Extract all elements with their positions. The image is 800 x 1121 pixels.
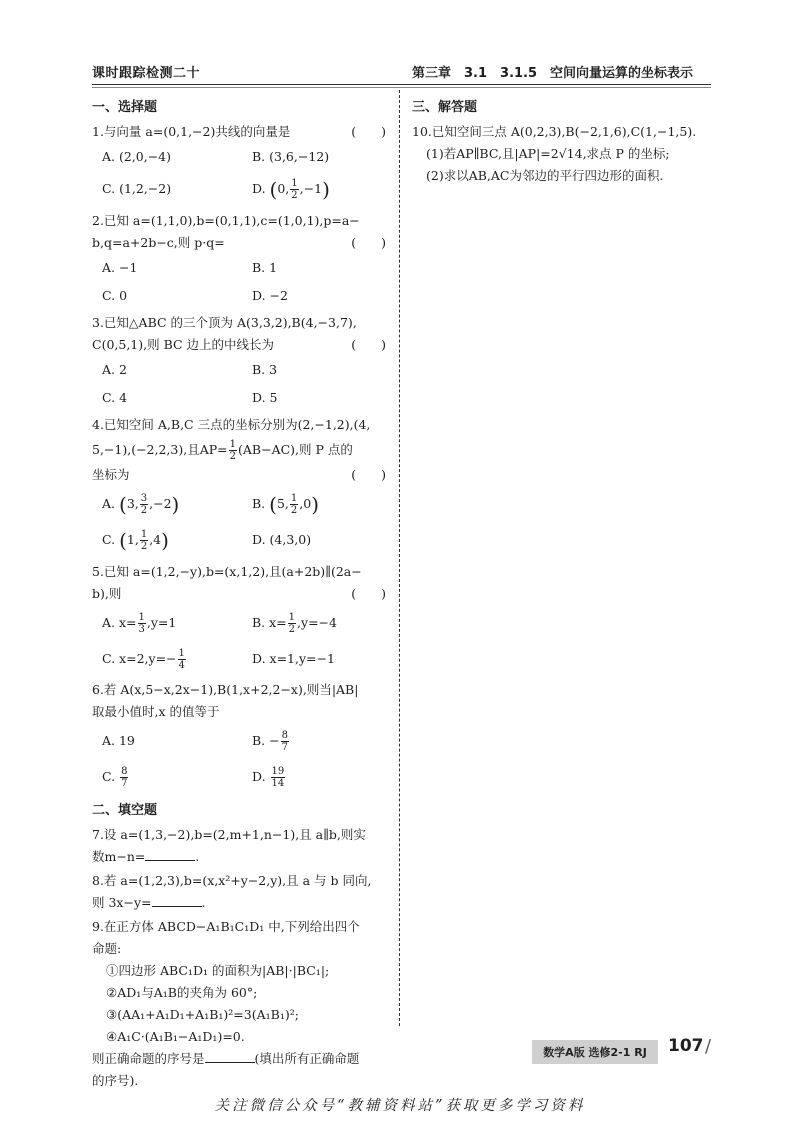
q1-option-c: C. (1,2,−2) [102, 181, 172, 196]
question-2 [92, 210, 392, 310]
question-6 [92, 679, 392, 795]
question-5 [92, 561, 392, 677]
q1-option-a: A. (2,0,−4) [102, 149, 172, 164]
q6-option-d: D. $\frac{19}{14}$ [252, 765, 285, 789]
q6-option-b: B. − $\frac{8}{7}$ [252, 729, 288, 753]
question-7 [92, 824, 392, 868]
question-8 [92, 870, 392, 914]
section-choice-title: 一、选择题 [92, 100, 158, 115]
q4-option-a: A. (3, $\frac{3}{2}$ ,−2) [102, 492, 180, 516]
q5-option-a: A. x= $\frac{1}{3}$ ,y=1 [102, 611, 177, 635]
column-divider [399, 90, 400, 1026]
q7-line-2: 数m−n= . [92, 846, 392, 868]
q9-line-8: 的序号). [92, 1072, 139, 1088]
header-rule-thin [92, 87, 711, 88]
q4-option-b: B. (5, $\frac{1}{2}$ ,0) [252, 492, 320, 516]
q5-option-d: D. x=1,y=−1 [252, 650, 335, 666]
q5-answer-paren: ( ) [351, 585, 386, 601]
q3-option-d: D. 5 [252, 389, 278, 405]
q9-statement-2: ②AD₁与A₁B的夹角为 60°; [106, 984, 258, 1000]
q2-line-1: 2.已知 a=(1,1,0),b=(0,1,1),c=(1,0,1),p=a− [92, 212, 360, 228]
q1-option-b: B. (3,6,−12) [252, 149, 330, 164]
bottom-promo-note: 关注微信公众号“教辅资料站”获取更多学习资料 [214, 1098, 586, 1114]
q9-line-1: 9.在正方体 ABCD−A₁B₁C₁D₁ 中,下列给出四个 [92, 918, 360, 934]
q4-line-3: 坐标为 [92, 466, 130, 482]
q9-statement-1: ①四边形 ABC₁D₁ 的面积为|AB|·|BC₁|; [106, 962, 330, 978]
header-right-title: 第三章 3.1 3.1.5 空间向量运算的坐标表示 [412, 66, 694, 81]
left-column [92, 96, 392, 1094]
question-4 [92, 414, 392, 559]
q8-line-2: 则 3x−y= . [92, 892, 392, 914]
section-answer-title: 三、解答题 [412, 100, 478, 115]
q4-line-2: 5,−1),(−2,2,3),且AP= $\frac{1}{2}$ (AB−AC),则 P 点的 [92, 438, 353, 462]
q4-line-1: 4.已知空间 A,B,C 三点的坐标分别为(2,−1,2),(4, [92, 416, 371, 432]
q9-line-2: 命题: [92, 940, 122, 956]
question-10 [412, 121, 712, 187]
q1-option-d: D. (0, $\frac{1}{2}$ ,−1) [252, 177, 330, 202]
q10-line-1: 10.已知空间三点 A(0,2,3),B(−2,1,6),C(1,−1,5). [412, 124, 697, 139]
q10-part-2: (2)求以AB,AC为邻边的平行四边形的面积. [426, 168, 664, 183]
q2-option-d: D. −2 [252, 287, 288, 303]
q5-line-2: b),则 [92, 585, 122, 601]
page-number-slash: / [705, 1036, 712, 1057]
q5-line-1: 5.已知 a=(1,2,−y),b=(x,1,2),且(a+2b)∥(2a− [92, 563, 362, 579]
q7-line-1: 7.设 a=(1,3,−2),b=(2,m+1,n−1),且 a∥b,则实 [92, 826, 366, 842]
q6-option-a: A. 19 [102, 732, 135, 748]
header-left-title: 课时跟踪检测二十 [92, 66, 201, 81]
q9-statement-3: ③(AA₁+A₁D₁+A₁B₁)²=3(A₁B₁)²; [106, 1006, 299, 1022]
q3-option-c: C. 4 [102, 389, 128, 405]
q3-line-1: 3.已知△ABC 的三个顶为 A(3,3,2),B(4,−3,7), [92, 314, 357, 330]
q9-statement-4: ④A₁C·(A₁B₁−A₁D₁)=0. [106, 1028, 245, 1044]
q6-option-c: C. $\frac{8}{7}$ [102, 765, 128, 789]
q3-line-2: C(0,5,1),则 BC 边上的中线长为 [92, 336, 275, 352]
q3-option-b: B. 3 [252, 361, 278, 377]
q4-option-c: C. (1, $\frac{1}{2}$ ,4) [102, 528, 169, 553]
q8-answer-blank[interactable] [152, 892, 202, 907]
right-column [412, 96, 712, 189]
q6-line-2: 取最小值时,x 的值等于 [92, 703, 220, 719]
question-3 [92, 312, 392, 412]
q4-option-d: D. (4,3,0) [252, 532, 312, 547]
q10-part-1: (1)若AP∥BC,且|AP|=2√14,求点 P 的坐标; [426, 146, 670, 161]
q2-option-b: B. 1 [252, 259, 278, 275]
q4-answer-paren: ( ) [351, 466, 386, 482]
q1-answer-paren: ( ) [351, 124, 386, 139]
q3-option-a: A. 2 [102, 361, 127, 377]
q7-answer-blank[interactable] [145, 846, 195, 861]
q9-line-7: 则正确命题的序号是 (填出所有正确命题 [92, 1048, 392, 1070]
q5-option-c: C. x=2,y=− $\frac{1}{4}$ [102, 647, 185, 671]
q2-option-c: C. 0 [102, 287, 128, 303]
section-fill-title: 二、填空题 [92, 802, 158, 818]
header-rule [92, 84, 711, 85]
q6-line-1: 6.若 A(x,5−x,2x−1),B(1,x+2,2−x),则当|AB| [92, 681, 359, 697]
q2-line-2: b,q=a+2b−c,则 p·q= [92, 234, 225, 250]
q2-answer-paren: ( ) [351, 234, 386, 250]
question-1 [92, 121, 392, 208]
page-number: 107 [668, 1036, 704, 1056]
footer-book-tag: 数学A版 选修2-1 RJ [532, 1040, 658, 1064]
q8-line-1: 8.若 a=(1,2,3),b=(x,x²+y−2,y),且 a 与 b 同向, [92, 872, 372, 888]
q1-stem: 1.与向量 a=(0,1,−2)共线的向量是 [92, 124, 291, 139]
q2-option-a: A. −1 [102, 259, 138, 275]
q9-answer-blank[interactable] [205, 1048, 255, 1063]
question-9 [92, 916, 392, 1092]
q3-answer-paren: ( ) [351, 336, 386, 352]
q5-option-b: B. x= $\frac{1}{2}$ ,y=−4 [252, 611, 337, 635]
